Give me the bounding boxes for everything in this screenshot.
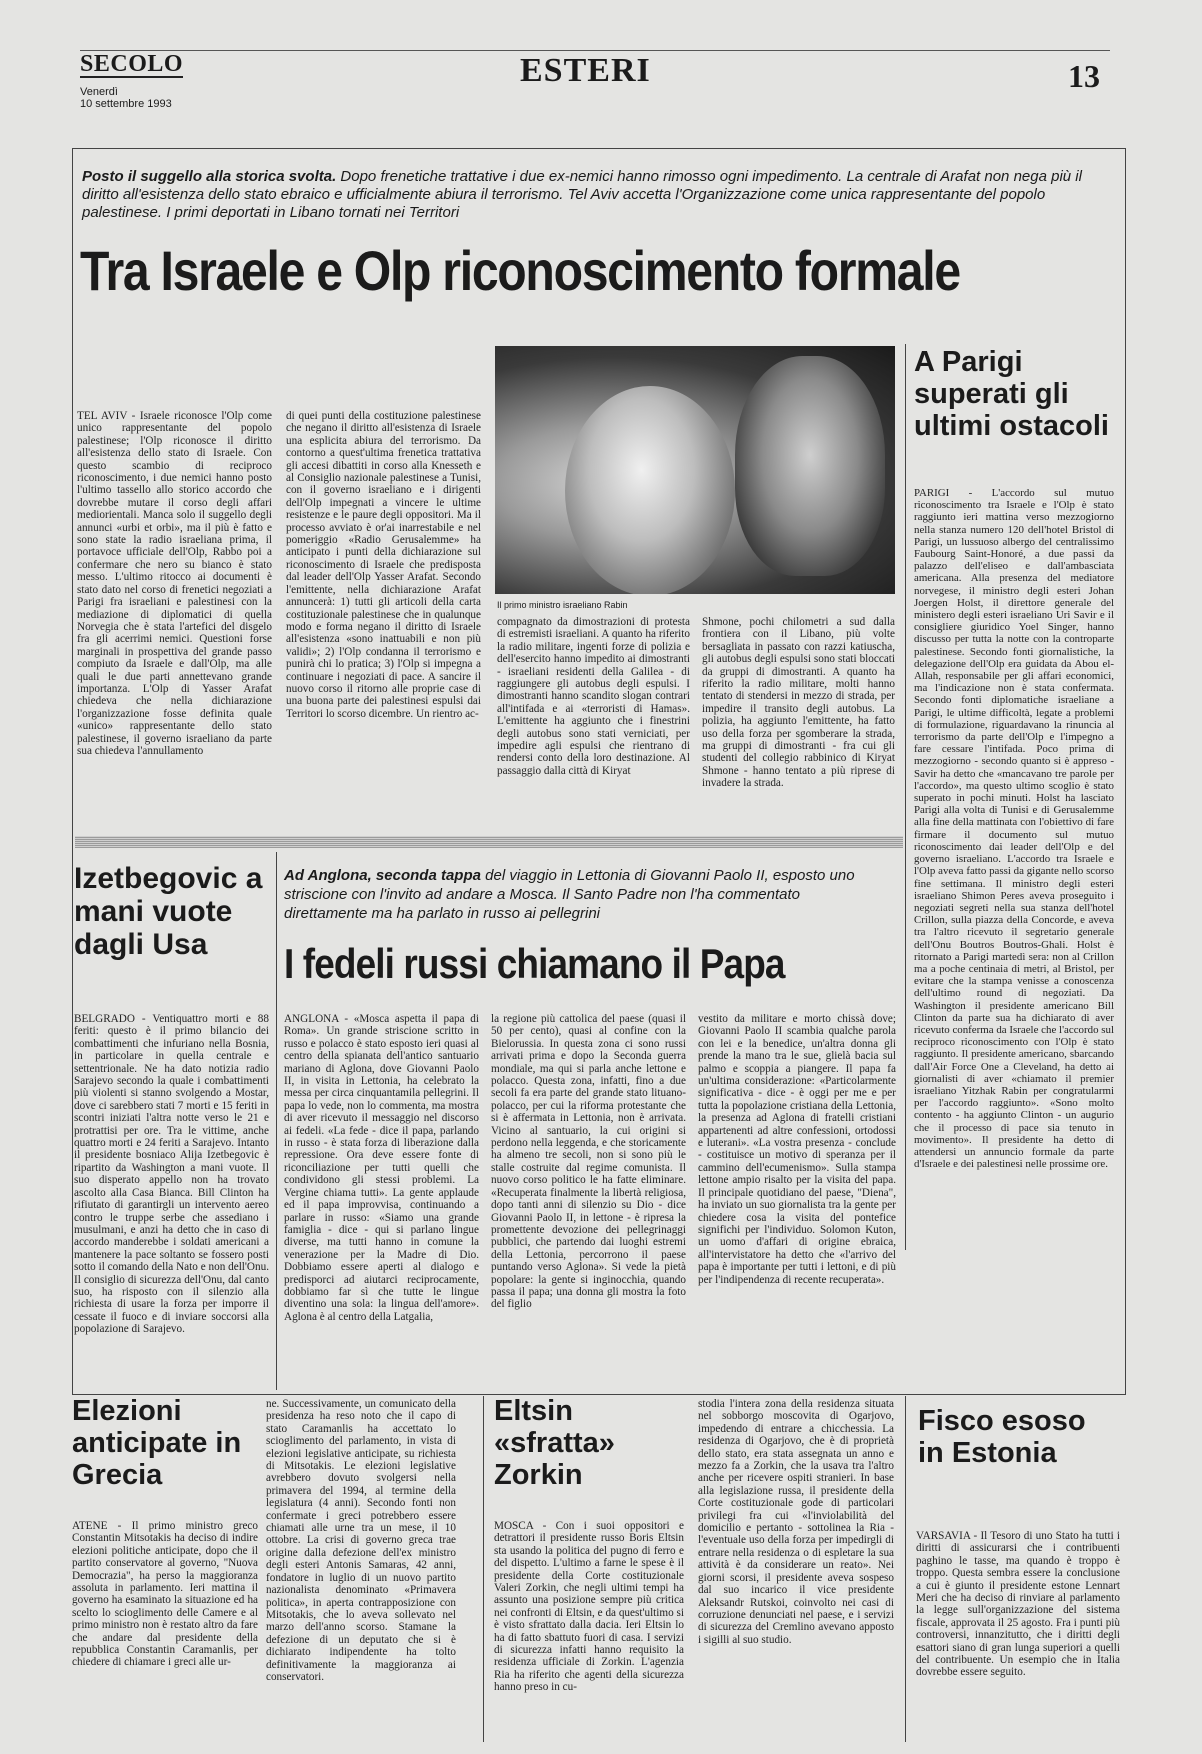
izetbegovic-divider xyxy=(276,852,277,1390)
issue-full-date: 10 settembre 1993 xyxy=(80,98,172,110)
grecia-headline: Elezioni anticipate in Grecia xyxy=(72,1395,242,1491)
parigi-headline: A Parigi superati gli ultimi ostacoli xyxy=(914,346,1109,442)
newspaper-logo: SECOLO xyxy=(80,51,184,77)
papa-deck-lead: Ad Anglona, seconda tappa xyxy=(284,867,481,884)
eltsin-col-2: stodia l'intera zona della residenza situata nel sobborgo moscovita di Ogarjovo, impedendo di entrare a chicchessia. La residenza di Ogarjovo, che è di proprietà dello stato, era stata assegnata un anno e mezzo fa a Zorkin, che la usava tra l'altro anche per ricevere ospiti stranieri. In base alla legislazione russa, il presidente della Corte costituzionale gode di particolari privilegi fra cui «l'inviolabilità del domicilio e pertanto - sottolinea la Ria - l'eventuale uso della forza per impedirgli di entrare nella residenza o di espletare la sua attività è da considerare un reato». Nei giorni scorsi, il presidente aveva sospeso dal suo incarico il vice presidente Aleksandr Rutskoi, coinvolto nei casi di corruzione denunciati nel paese, e i servizi di sicurezza del Cremlino avevano apposto i sigilli al suo studio. xyxy=(698,1398,894,1646)
grecia-col-2: ne. Successivamente, un comunicato della presidenza ha reso noto che il capo di stato Caramanlis ha accettato lo scioglimento del parlamento, in vista di elezioni legislative anticipate, su richiesta di Mitsotakis. Le elezioni legislative avrebbero dovuto svolgersi nella primavera del 1994, al termine della legislatura (4 anni). Secondo fonti non confermate i greci potrebbero essere chiamati alle urne tra un mese, il 10 ottobre. La crisi di governo greca trae origine dalla defezione dell'ex ministro degli esteri Antonis Samaras, 42 anni, fondatore in luglio di un nuovo partito nazionalista denominato «Primavera politica», in aperta contrapposizione con Mitsotakis, che lo aveva sollevato nel marzo dell'anno scorso. Stamane la defezione di un deputato che si è dichiarato indipendente ha tolto definitivamente la maggioranza ai conservatori. xyxy=(266,1398,456,1683)
main-col-2: di quei punti della costituzione palestinese che negano il diritto all'esistenza di Israele una esplicita abiura del terrorismo. Da contorno a quest'ultima frenetica trattativa gli accesi dibattiti in corso alla Knesseth e al Consiglio nazionale palestinese a Tunisi, con il governo israeliano e i dirigenti dell'Olp impegnati a vincere le ultime resistenze e le paure degli oppositori. Ma il processo avviato è or'ai inarrestabile e nel pomeriggio «Radio Gerusalemme» ha anticipato i punti della dichiarazione sul riconoscimento di Israele che predisposta dal leader dell'Olp Yasser Arafat. Secondo l'emittente, nella dichiarazione Arafat annuncerà: 1) tutti gli articoli della carta costituzionale palestinese che in qualunque modo e forma negano il diritto di Israele all'esistenza «sono inattuabili e non più validi»; 2) l'Olp condanna il terrorismo e punirà chi lo pratica; 3) l'Olp si impegna a continuare i negoziati di pace. A sancire il nuovo corso il ritorno alle proprie case di una buona parte dei palestinesi espulsi dai Territori lo scorso dicembre. Un rientro ac- xyxy=(286,410,481,720)
page-number: 13 xyxy=(1068,58,1100,94)
photo-figure-right xyxy=(735,356,885,576)
photo-caption: Il primo ministro israeliano Rabin xyxy=(497,600,628,610)
section-title: ESTERI xyxy=(520,52,651,89)
papa-col-2: la regione più cattolica del paese (quasi il 50 per cento), quasi al confine con la Bielorussia. In questa zona ci sono russi arrivati prima e dopo la Seconda guerra mondiale, ma qui si parla anche lettone e polacco. Questa zona, infatti, fino a due secoli fa era parte del grande stato lituano-polacco, per cui la riforma protestante che si è affermata in Lettonia, non è arrivata. Vicino al santuario, la cui origini si perdono nella leggenda, e che storicamente ha almeno tre secoli, non si sono più le stalle costruite dal regime comunista. Il nuovo corso politico le ha fatte eliminare. «Recuperata finalmente la libertà religiosa, dopo tanti anni di silenzio su Dio - dice Giovanni Paolo II, in lettone - è ripresa la promettente devozione dei pellegrinaggi pubblici, che partendo dai luoghi estremi della Lettonia, percorrono il paese puntando verso Aglona». Si vede la pietà popolare: la gente si inginocchia, quando passa il papa; una donna gli mostra la foto del figlio xyxy=(491,1013,686,1311)
main-col-1: TEL AVIV - Israele riconosce l'Olp come unico rappresentante del popolo palestinese; l'Olp riconosce il diritto all'esistenza dello stato di Israele. Con questo scambio di reciproco riconoscimento, i due nemici hanno posto l'ultimo tassello allo storico accordo che dovrebbe mutare il corso degli affari mediorientali. Manca solo il suggello degli annunci «urbi et orbi», ma il più è fatto e sono state la radio israeliana prima, il portavoce ufficiale dell'Olp, Rabbo poi a confermare che nero su bianco è stato messo. L'ultimo ritocco ai documenti è stato dato nel corso di frenetici negoziati a Parigi fra israeliani e palestinesi con la mediazione di diplomatici di quella Norvegia che è stata l'artefici del disgelo fra gli acerrimi nemici. Questioni forse marginali in prospettiva del grande passo compiuto da Israele e dall'Olp, ma alle quali le due parti annettevano grande importanza. L'Olp di Yasser Arafat chiedeva che nella dichiarazione l'organizzazione fosse definita quale «unico» rappresentante dello stato palestinese, il governo israeliano da parte sua chiedeva l'annullamento xyxy=(77,410,272,757)
main-col-4: Shmone, pochi chilometri a sud dalla frontiera con il Libano, più volte bersagliata in passato con razzi katiuscha, gli autobus degli espulsi sono stati bloccati da gruppi di dimostranti. A quanto ha riferito la radio militare, molti hanno tentato di stendersi in mezzo di strada, per impedire il transito degli autobus. La polizia, ha aggiunto l'emittente, ha fatto uso della forza per sgomberare la strada, ma gruppi di dimostranti - fra cui gli studenti del collegio rabbinico di Kiryat Shmone - hanno tentato a più riprese di invadere la strada. xyxy=(702,616,895,790)
estonia-headline: Fisco esoso in Estonia xyxy=(918,1405,1086,1469)
izetbegovic-text: BELGRADO - Ventiquattro morti e 88 feriti: questo è il primo bilancio dei combattimenti che infuriano nella Bosnia, in particolare in quella centrale e settentrionale. Ne ha dato notizia radio Sarajevo secondo la quale i combattimenti più violenti si stanno svolgendo a Mostar, dove ci sarebbero stati 7 morti e 15 feriti in scontri iniziati l'altra notte verso le 21 e protrattisi per ore. Tra le vittime, anche quattro morti e 24 feriti a Sarajevo. Intanto il presidente bosniaco Alija Izetbegovic è ripartito da Washington a mani vuote. Il suo disperato appello non ha trovato ascolto alla Casa Bianca. Bill Clinton ha rifiutato di garantirgli un intervento aereo contro le truppe serbe che assediano i musulmani, e anzi ha detto che in caso di accordo manderebbe i soldati americani a mantenere la pace soltanto se fossero posti sotto il comando della Nato e non dell'Onu. Il consiglio di sicurezza dell'Onu, dal canto suo, ha risposto con il silenzio alla richiesta di usare la forza per imporre il cessate il fuoco e di inviare soccorsi alla popolazione di Sarajevo. xyxy=(74,1013,269,1336)
papa-deck xyxy=(284,866,884,923)
section-divider-bar xyxy=(75,836,903,848)
issue-day: Venerdì xyxy=(80,86,118,98)
papa-deck-text: del viaggio in Lettonia di Giovanni Paolo II, esposto uno striscione con l'invito ad andare a Mosca. Il Santo Padre non l'ha commentato direttamente ma ha parlato in russo ai pellegrini xyxy=(284,867,855,922)
izetbegovic-headline: Izetbegovic a mani vuote dagli Usa xyxy=(74,862,263,961)
main-headline: Tra Israele e Olp riconoscimento formale xyxy=(80,239,960,302)
grecia-col-1: ATENE - Il primo ministro greco Constantin Mitsotakis ha deciso di indire elezioni politiche anticipate, dopo che il partito conservatore al governo, "Nuova Democrazia", ha perso la maggioranza assoluta in parlamento. Ieri mattina il governo ha esaminato la situazione ed ha scelto lo scioglimento delle Camere e al primo ministro non è restato altro da fare che andare dal presidente della repubblica Constantin Caramanlis, per chiedere di chiamare i greci alle ur- xyxy=(72,1520,258,1669)
main-col-3: compagnato da dimostrazioni di protesta di estremisti israeliani. A quanto ha riferito la radio militare, ingenti forze di polizia e dell'esercito hanno impedito ai dimostranti - israeliani residenti della Galilea - di raggiungere gli autobus degli espulsi. I dimostranti hanno scandito slogan contrari all'intifada e ai «terroristi di Hamas». L'emittente ha aggiunto che i finestrini degli autobus sono stati verniciati, per impedire agli espulsi che rientrano di rendersi conto della loro destinazione. Al passaggio dalla città di Kiryat xyxy=(497,616,690,777)
eltsin-headline: Eltsin «sfratta» Zorkin xyxy=(494,1395,615,1491)
papa-headline: I fedeli russi chiamano il Papa xyxy=(284,940,785,987)
parigi-divider xyxy=(905,344,906,1250)
main-deck-text: Dopo frenetiche trattative i due ex-nemici hanno rimosso ogni impedimento. La centrale di Arafat non nega più il diritto all'esistenza dello stato ebraico e ufficialmente abiura il terrorismo. Tel Aviv accetta l'Organizzazione come unica rappresentante del popolo palestinese. I primi deportati in Libano tornati nei Territori xyxy=(82,168,1082,221)
main-deck-lead: Posto il suggello alla storica svolta. xyxy=(82,168,337,185)
eltsin-col-1: MOSCA - Con i suoi oppositori e detrattori il presidente russo Boris Eltsin sta usando la politica del pugno di ferro e del dispetto. L'ultimo a farne le spese è il presidente della Corte costituzionale Valeri Zorkin, che negli ultimi tempi ha assunto una posizione sempre più critica nei confronti di Eltsin, e da quest'ultimo si è visto sfrattato dalla dacia. Ieri Eltsin lo ha di fatto sbattuto fuori di casa. I servizi di sicurezza infatti hanno requisito la residenza ufficiale di Zorkin. L'agenzia Ria ha riferito che agenti della sicurezza hanno preso in cu- xyxy=(494,1520,684,1694)
rabin-photo xyxy=(495,346,895,594)
main-story-deck xyxy=(82,168,1112,222)
estonia-text: VARSAVIA - Il Tesoro di uno Stato ha tutti i diritti di assicurarsi che i contribuenti paghino le tasse, ma quando è troppo è troppo. Questa sembra essere la conclusione a cui è giunto il presidente estone Lennart Meri che ha deciso di rinviare al parlamento la legge sull'organizzazione del sistema fiscale, approvata il 25 agosto. Fra i punti più controversi, innanzitutto, che i diritti degli esattori siano di gran lunga superiori a quelli del contribuente. Un esempio che in Italia dovrebbe essere seguito. xyxy=(916,1530,1120,1679)
papa-col-3: vestito da militare e morto chissà dove; Giovanni Paolo II scambia qualche parola con lei e la benedice, un'altra donna gli prende la mano tra le sue, glielà bacia sul palmo e scoppia a piangere. Il papa fa un'ultima considerazione: «Particolarmente significativa - dice - è oggi per me e per tutta la popolazione cristiana della Lettonia, la presenza ad Aglona di fratelli cristiani appartenenti ad altre confessioni, ortodossi e luterani». «La vostra presenza - conclude - costituisce un motivo di speranza per il cammino dell'ecumenismo». Sulla stampa lettone ampio risalto per la visita del papa. Il principale quotidiano del paese, "Diena", ha inviato un suo giornalista tra la gente per chiedere cosa la visita del pontefice significhi per l'individuo. Solomon Kuton, un uomo d'affari di origine ebraica, all'intervistatore ha detto che «l'arrivo del papa è importante per tutti i lettoni, e di più per l'indipendenza di recente recuperata». xyxy=(698,1013,896,1286)
photo-figure-left xyxy=(565,386,735,594)
grecia-eltsin-divider xyxy=(483,1396,484,1742)
issue-date xyxy=(80,86,172,110)
parigi-text: PARIGI - L'accordo sul mutuo riconoscimento tra Israele e l'Olp è stato raggiunto ieri mattina verso mezzogiorno nella stanza numero 120 dell'hotel Bristol di Parigi, un lussuoso albergo del centralissimo Faubourg Saint-Honoré, a due passi da palazzo dell'eliseo e dall'ambasciata americana. Alla presenza del mediatore norvegese, il ministro degli esteri Johan Joergen Holst, il direttore generale del ministero degli esteri israeliano Uri Savir e il consigliere giuridico Yoel Singer, hanno discusso per tutta la notte con la controparte palestinese. Secondo fonti giornalistiche, la delegazione dell'Olp era guidata da Abou el-Allah, responsabile per gli affari economici, ma l'indicazione non è stata confermata. Secondo fonti diplomatiche israeliane a Parigi, le ultime difficoltà, legate a problemi di formulazione, riguardavano la rinuncia al terrorismo da parte dell'Olp e l'impegno a fare cessare l'intifada. Poco prima di mezzogiorno - secondo quanto si è appreso - Savir ha detto che «mancavano tre parole per l'accordo», ma questo ultimo scoglio è stato superato in pochi minuti. Holst ha lasciato Parigi alla volta di Tunisi e di Gerusalemme alla fine della mattinata con l'obiettivo di fare firmare il documento sul mutuo riconoscimento dai leader dell'Olp e del governo israeliano. L'accordo tra Israele e l'Olp aveva fatto passi da gigante nello scorso fine settimana. Il ministro degli esteri israeliano Shimon Peres aveva proseguito i negoziati segreti nella sua stanza dell'hotel Crillon, sulla piazza della Concorde, e aveva tra l'altro ricevuto il segretario generale dell'Onu Boutros Boutros-Ghali. Holst è ritornato a Parigi martedì sera: non al Crillon ma a poche centinaia di metri, al Bristol, per evitare che la stampa venisse a conoscenza dell'ultimo round di negoziati. Da Washington il presidente americano Bill Clinton da parte sua ha dichiarato di aver ricevuto conferma da Israele che l'accordo sul reciproco riconoscimento con l'Olp è stato raggiunto. Il presidente americano, sbarcando dall'Air Force One a Cleveland, ha detto ai giornalisti di aver «chiamato il premier israeliano Yitzhak Rabin per congratularmi per l'accordo raggiunto». «Sono molto contento - ha aggiunto Clinton - un augurio che il processo di pace sia tenuto in movimento». Il presidente ha detto di attendersi un annuncio formale da parte d'Israele e dei palestinesi nelle prossime ore. xyxy=(914,487,1114,1171)
eltsin-estonia-divider xyxy=(905,1396,906,1742)
masthead-rule xyxy=(80,50,1110,51)
papa-col-1: ANGLONA - «Mosca aspetta il papa di Roma». Un grande striscione scritto in russo e polacco è stato esposto ieri quasi al centro della spianata dell'antico santuario mariano di Aglona, dove Giovanni Paolo II, in visita in Lettonia, ha celebrato la messa per circa cinquantamila pellegrini. Il papa lo vede, non lo commenta, ma mostra di aver ricevuto il messaggio nel discorso ai fedeli. «La fede - dice il papa, parlando in russo - è stata forza di liberazione dalla repressione. Ora deve essere fonte di riconciliazione per tutti quelli che condividono gli stessi problemi. La Vergine chiama tutti». La gente applaude ed il papa improvvisa, continuando a parlare in russo: «Siamo una grande famiglia - dice - qui si parlano lingue diverse, ma tutti hanno in comune la venerazione per la Madre di Dio. Dobbiamo essere aperti al dialogo e predisporci ad aiutarci reciprocamente, dobbiamo far sì che tutte le lingue diventino una sola: la lingua dell'amore». Aglona è al centro della Latgalia, xyxy=(284,1013,479,1323)
